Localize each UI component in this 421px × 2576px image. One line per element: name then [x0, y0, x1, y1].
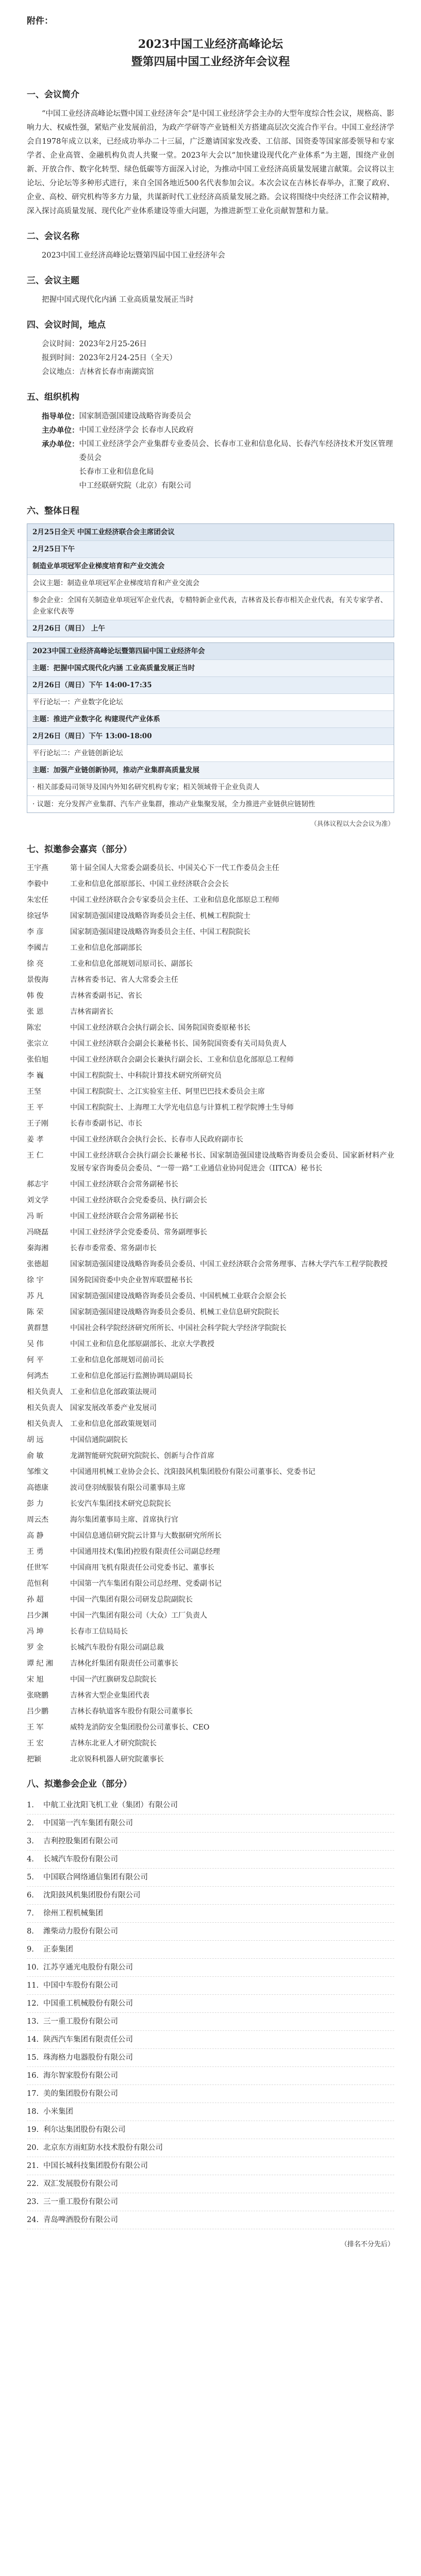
company-row — [27, 2193, 394, 2211]
guest-name: 张宗立 — [27, 1040, 48, 1048]
guest-title: 吉林省大型企业集团代表 — [70, 1691, 149, 1700]
guest-name: 彭 力 — [27, 1500, 44, 1508]
company-index: 4. — [27, 1855, 34, 1863]
company-index: 8. — [27, 1927, 34, 1936]
company-row — [27, 1995, 394, 2013]
company-row — [27, 1797, 394, 1815]
guest-name: 何鸿杰 — [27, 1372, 48, 1380]
guest-name: 王 平 — [27, 1104, 44, 1112]
guest-title: 中国商用飞机有限责任公司党委书记、董事长 — [70, 1564, 214, 1572]
guest-title: 威特龙消防安全集团股份公司董事长、CEO — [70, 1723, 210, 1732]
guest-title: 中国工业经济联合会副会长兼秘书长、国务院国资委有关司局负责人 — [70, 1040, 287, 1048]
guest-name: 宋 旭 — [27, 1675, 44, 1684]
guest-name: 朱宏任 — [27, 896, 48, 904]
guest-title: 中国工业经济联合会专家委员会主任、工业和信息化部原总工程师 — [70, 896, 279, 904]
guest-row — [27, 1466, 394, 1479]
guest-name: 冯 坤 — [27, 1628, 44, 1636]
guest-name: 李毅中 — [27, 880, 48, 888]
guest-name: 何 平 — [27, 1356, 44, 1364]
guest-name: 姜 孝 — [27, 1136, 44, 1144]
guest-row — [27, 1418, 394, 1431]
organizer-row — [27, 423, 394, 437]
company-row — [27, 1869, 394, 1887]
company-name: 中国长城科技集团股份有限公司 — [43, 2162, 148, 2170]
guest-row — [27, 1657, 394, 1670]
company-index: 23. — [27, 2198, 39, 2206]
guest-name: 任世军 — [27, 1564, 48, 1572]
company-name: 吉利控股集团有限公司 — [43, 1837, 118, 1845]
guest-title: 中国工业和信息化部原副部长、北京大学教授 — [70, 1340, 214, 1348]
guest-title: 国家制造强国建设战略咨询委员会主任、中国工程院院长 — [70, 928, 250, 936]
guest-title: 第十届全国人大常委会副委员长、中国关心下一代工作委员会主任 — [70, 864, 279, 872]
guest-name: 张伯旭 — [27, 1056, 48, 1064]
company-index: 18. — [27, 2108, 39, 2116]
guest-row — [27, 1274, 394, 1287]
company-name: 徐州工程机械集团 — [43, 1909, 103, 1918]
title-line-1: 2023中国工业经济高峰论坛 — [138, 38, 283, 51]
guest-row — [27, 1101, 394, 1114]
company-index: 24. — [27, 2216, 39, 2224]
guest-row — [27, 1226, 394, 1239]
guest-title: 中国第一汽车集团有限公司总经理、党委副书记 — [70, 1580, 222, 1588]
guest-name: 王 仁 — [27, 1151, 44, 1160]
guest-name: 徐 宇 — [27, 1276, 44, 1284]
guest-row — [27, 1178, 394, 1191]
company-index: 15. — [27, 2054, 39, 2062]
guest-title: 国家制造强国建设战略咨询委员会主任、机械工程院院士 — [70, 912, 250, 920]
organizer-role: 主办单位： — [42, 426, 79, 435]
guest-name: 黄群慧 — [27, 1324, 48, 1332]
meeting-place: 会议地点：吉林省长春市南湖宾馆 — [42, 368, 154, 376]
company-name: 海尔智家股份有限公司 — [43, 2072, 118, 2080]
guest-name: 相关负责人 — [27, 1420, 63, 1428]
section-6-heading: 六、整体日程 — [27, 506, 79, 516]
schedule-block-2 — [27, 642, 394, 813]
company-name: 中航工业沈阳飞机工业（集团）有限公司 — [43, 1801, 178, 1809]
guest-title: 工业和信息化部运行监测协调局副局长 — [70, 1372, 193, 1380]
schedule-row: 主题：加强产业链创新协同，推动产业集群高质量发展 — [27, 762, 394, 779]
schedule-row: 2月26日（周日）下午 14:00-17:35 — [27, 677, 394, 694]
company-index: 13. — [27, 2018, 39, 2026]
guest-row — [27, 1609, 394, 1622]
guest-row — [27, 926, 394, 939]
meeting-theme: 把握中国式现代化内涵 工业高质量发展正当时 — [42, 296, 194, 304]
company-index: 17. — [27, 2090, 39, 2098]
organizer-name: 中工经联研究院（北京）有限公司 — [79, 482, 191, 490]
guest-title: 吉林长春轨道客车股份有限公司董事长 — [70, 1707, 193, 1716]
company-index: 11. — [27, 1981, 39, 1990]
company-name: 中国第一汽车集团有限公司 — [43, 1819, 133, 1827]
company-list — [27, 1797, 394, 2229]
company-row — [27, 2139, 394, 2157]
company-name: 正泰集团 — [43, 1945, 73, 1954]
guest-title: 中国工业经济联合会执行会长、长春市人民政府副市长 — [70, 1136, 243, 1144]
checkin-time: 报到时间：2023年2月24-25日（全天） — [42, 354, 177, 362]
guest-name: 孙 超 — [27, 1596, 44, 1604]
guest-row — [27, 862, 394, 875]
guest-row — [27, 1498, 394, 1511]
guest-row — [27, 1402, 394, 1415]
company-row — [27, 1833, 394, 1851]
company-row — [27, 1905, 394, 1923]
meeting-name: 2023中国工业经济高峰论坛暨第四届中国工业经济年会 — [42, 251, 225, 260]
schedule-row: 平行论坛一：产业数字化论坛 — [27, 694, 394, 711]
guest-row — [27, 1210, 394, 1223]
guest-row — [27, 1721, 394, 1734]
company-name: 利尔达集团股份有限公司 — [43, 2126, 126, 2134]
schedule-row: 会议主题：制造业单项冠军企业梯度培育和产业交流会 — [27, 575, 394, 592]
guest-title: 吉林省副省长 — [70, 1008, 113, 1016]
guest-row — [27, 1338, 394, 1351]
company-name: 长城汽车股份有限公司 — [43, 1855, 118, 1863]
guest-name: 吕少鹏 — [27, 1707, 48, 1716]
guest-title: 中国工业经济联合会执行副会长兼秘书长、国家制造强国建设战略咨询委员会委员、国家新材料产业发展专家咨询委员会委员、“一带一路”工业通信业协同促进会（IITCA）秘书长 — [70, 1151, 394, 1173]
company-name: 中国中车股份有限公司 — [43, 1981, 118, 1990]
company-row — [27, 1923, 394, 1941]
guest-row — [27, 1194, 394, 1207]
guest-title: 工业和信息化部原部长、中国工业经济联合会会长 — [70, 880, 229, 888]
company-name: 青岛啤酒股份有限公司 — [43, 2216, 118, 2224]
section-4-heading: 四、会议时间，地点 — [27, 320, 106, 330]
organizer-role: 指导单位： — [42, 412, 79, 421]
guest-row — [27, 1753, 394, 1766]
company-index: 19. — [27, 2126, 39, 2134]
guest-row — [27, 1641, 394, 1654]
organizer-role: 承办单位： — [42, 440, 79, 449]
company-row — [27, 1851, 394, 1869]
guest-name: 罗 金 — [27, 1643, 44, 1652]
guest-title: 吉林化纤集团有限责任公司董事长 — [70, 1659, 178, 1668]
guest-title: 龙湖智能研究院研究院院长、创新与合作首席 — [70, 1452, 214, 1460]
guest-name: 把颖 — [27, 1755, 41, 1764]
guest-row — [27, 974, 394, 987]
company-name: 潍柴动力股份有限公司 — [43, 1927, 118, 1936]
organizer-row — [27, 479, 394, 493]
guest-name: 徐 亮 — [27, 960, 44, 968]
company-row — [27, 2121, 394, 2139]
attachment-label: 附件： — [27, 16, 53, 26]
guest-row — [27, 1006, 394, 1019]
schedule-row: · 议题：充分发挥产业集群、汽车产业集群，推动产业集聚发展，全力推进产业链供应链韧性 — [32, 800, 315, 808]
company-index: 20. — [27, 2144, 39, 2152]
guest-name: 韩 俊 — [27, 992, 44, 1000]
guest-row — [27, 1038, 394, 1050]
company-name: 三一重工股份有限公司 — [43, 2018, 118, 2026]
organizer-role — [42, 479, 79, 493]
guest-row — [27, 1022, 394, 1035]
guest-name: 王 军 — [27, 1723, 44, 1732]
guest-title: 长安汽车集团技术研究总院院长 — [70, 1500, 171, 1508]
company-row — [27, 2085, 394, 2103]
guest-title: 工业和信息化部规划司前司长 — [70, 1356, 164, 1364]
guest-row — [27, 1133, 394, 1146]
schedule-row: 2月26日（周日）下午 13:00-18:00 — [27, 728, 394, 745]
guest-title: 长春市委副书记、市长 — [70, 1120, 142, 1128]
guest-title: 工业和信息化部政策规划司 — [70, 1420, 157, 1428]
guest-name: 冯晓磊 — [27, 1228, 48, 1236]
guest-list — [27, 862, 394, 1766]
guest-title: 工业和信息化部政策法规司 — [70, 1388, 157, 1396]
guest-row — [27, 1258, 394, 1271]
company-row — [27, 2031, 394, 2049]
company-name: 沈阳鼓风机集团股份有限公司 — [43, 1891, 141, 1900]
guest-name: 苏 凡 — [27, 1292, 44, 1300]
company-row — [27, 2157, 394, 2175]
ranking-note: （排名不分先后） — [340, 2241, 394, 2248]
section-1-heading: 一、会议简介 — [27, 90, 79, 100]
guest-title: 国家发展改革委产业发展司 — [70, 1404, 157, 1412]
company-name: 双汇发展股份有限公司 — [43, 2180, 118, 2188]
organizer-role — [42, 465, 79, 479]
guest-name: 王坚 — [27, 1088, 41, 1096]
guest-name: 李 巍 — [27, 1072, 44, 1080]
guest-row — [27, 1242, 394, 1255]
guest-row — [27, 1546, 394, 1558]
guest-name: 高德康 — [27, 1484, 48, 1492]
company-index: 2. — [27, 1819, 34, 1827]
guest-name: 邹维文 — [27, 1468, 48, 1476]
company-index: 5. — [27, 1873, 34, 1882]
company-name: 中国重工机械股份有限公司 — [43, 1999, 133, 2008]
company-index: 14. — [27, 2036, 39, 2044]
section-1-paragraph: “中国工业经济高峰论坛暨中国工业经济年会”是中国工业经济学会主办的大型年度综合性会议，规格高、影响力大、权威性强，紧贴产业发展前沿，为政产学研等产业链相关方搭建高层次交流合作平台。中国工业经济学会自1978年成立以来，已经成功举办二十三届，广泛邀请国家发改委、工信部、国资委等国家部委领导和专家学者、企业高管、金融机构负责人共聚一堂。2023年大会以“加快建设现代化产业体系”为主题，围绕产业创新、开放合作、数字化转型、绿色低碳等方面深入讨论，为推动中国工业经济高质量发展建言献策。会议将以主论坛、分论坛等多种形式进行，来自全国各地近500名代表参加会议。本次会议在吉林长春举办，汇聚了政府、企业、高校、研究机构等多方力量，共谋新时代工业经济高质量发展之路。会议将围绕中央经济工作会议精神，深入探讨高质量发展、现代化产业体系建设等重大问题，为推进新型工业化贡献智慧和力量。 — [27, 110, 394, 215]
guest-name: 徐冠华 — [27, 912, 48, 920]
company-row — [27, 1977, 394, 1995]
guest-name: 胡 远 — [27, 1436, 44, 1444]
guest-title: 中国信通院副院长 — [70, 1436, 128, 1444]
guest-row — [27, 1514, 394, 1527]
guest-title: 中国工业经济学会党委委员、常务副理事长 — [70, 1228, 207, 1236]
section-7-heading: 七、拟邀参会嘉宾（部分） — [27, 844, 132, 855]
guest-title: 中国工业经济联合会执行副会长、国务院国资委原秘书长 — [70, 1024, 250, 1032]
guest-row — [27, 1562, 394, 1574]
section-5-heading: 五、组织机构 — [27, 392, 79, 402]
guest-name: 刘文学 — [27, 1196, 48, 1205]
guest-title: 中国工业经济联合会副会长兼执行副会长、工业和信息化部原总工程师 — [70, 1056, 294, 1064]
schedule-row: 主题：推进产业数字化 构建现代产业体系 — [27, 711, 394, 728]
schedule-row: 2月25日下午 — [27, 541, 394, 558]
guest-row — [27, 910, 394, 923]
guest-row — [27, 1149, 394, 1175]
guest-name: 王子刚 — [27, 1120, 48, 1128]
guest-title: 中国工程院院士、中科院计算技术研究所研究员 — [70, 1072, 222, 1080]
organizer-row — [27, 437, 394, 465]
section-3-heading: 三、会议主题 — [27, 276, 79, 286]
guest-name: 谭 纪 湘 — [27, 1659, 53, 1668]
company-index: 16. — [27, 2072, 39, 2080]
guest-title: 北京锐科机器人研究院董事长 — [70, 1755, 164, 1764]
guest-name: 郝志宇 — [27, 1180, 48, 1189]
company-name: 三一重工股份有限公司 — [43, 2198, 118, 2206]
guest-title: 长城汽车股份有限公司副总裁 — [70, 1643, 164, 1652]
company-index: 9. — [27, 1945, 34, 1954]
schedule-row: 平行论坛二：产业链创新论坛 — [27, 745, 394, 762]
company-row — [27, 2103, 394, 2121]
guest-title: 海尔集团董事局主席、首席执行官 — [70, 1516, 178, 1524]
guest-row — [27, 1322, 394, 1335]
company-name: 珠海格力电器股份有限公司 — [43, 2054, 133, 2062]
schedule-row: 2月25日全天 中国工业经济联合会主席团会议 — [27, 524, 394, 541]
guest-name: 王 宏 — [27, 1739, 44, 1748]
guest-name: 景俊海 — [27, 976, 48, 984]
organizer-row — [27, 410, 394, 423]
company-row — [27, 2067, 394, 2085]
organizer-name: 国家制造强国建设战略咨询委员会 — [79, 412, 191, 420]
guest-row — [27, 1594, 394, 1606]
guest-name: 张 恩 — [27, 1008, 44, 1016]
guest-row — [27, 1306, 394, 1319]
company-row — [27, 1941, 394, 1959]
guest-row — [27, 1578, 394, 1590]
company-row — [27, 1815, 394, 1833]
guest-row — [27, 1086, 394, 1098]
guest-title: 工业和信息化部副部长 — [70, 944, 142, 952]
company-index: 3. — [27, 1837, 34, 1845]
guest-title: 国家制造强国建设战略咨询委员会委员、中国机械工业联合会原会长 — [70, 1292, 287, 1300]
company-index: 7. — [27, 1909, 34, 1918]
company-index: 1. — [27, 1801, 34, 1809]
company-row — [27, 1959, 394, 1977]
guest-name: 李 彦 — [27, 928, 44, 936]
company-name: 小米集团 — [43, 2108, 73, 2116]
guest-row — [27, 1530, 394, 1543]
schedule-row: 2023中国工业经济高峰论坛暨第四届中国工业经济年会 — [27, 643, 394, 660]
guest-title: 吉林省委书记、省人大常委会主任 — [70, 976, 178, 984]
section-8-heading: 八、拟邀参会企业（部分） — [27, 1779, 132, 1789]
guest-title: 中国通用机械工业协会会长、沈阳鼓风机集团股份有限公司董事长、党委书记 — [70, 1468, 315, 1476]
company-row — [27, 2013, 394, 2031]
company-index: 6. — [27, 1891, 34, 1900]
guest-title: 中国一汽集团有限公司（大众）工厂负责人 — [70, 1612, 207, 1620]
guest-name: 范恒利 — [27, 1580, 48, 1588]
guest-name: 李國吉 — [27, 944, 48, 952]
guest-name: 王宇燕 — [27, 864, 48, 872]
guest-title: 长春市委常委、常务副市长 — [70, 1244, 157, 1252]
guest-name: 相关负责人 — [27, 1404, 63, 1412]
guest-title: 长春市工信局局长 — [70, 1628, 128, 1636]
schedule-row: 制造业单项冠军企业梯度培育和产业交流会 — [27, 558, 394, 575]
guest-title: 中国工业经济联合会党委委员、执行副会长 — [70, 1196, 207, 1205]
guest-title: 中国工业经济联合会常务副秘书长 — [70, 1180, 178, 1189]
organizer-name: 中国工业经济学会产业集群专业委员会、长春市工业和信息化局、长春汽车经济技术开发区管理委员会 — [79, 440, 393, 462]
guest-name: 冯 昕 — [27, 1212, 44, 1221]
title-line-2: 暨第四届中国工业经济年会议程 — [131, 55, 290, 69]
guest-name: 吕少渊 — [27, 1612, 48, 1620]
company-name: 中国联合网络通信集团有限公司 — [43, 1873, 148, 1882]
guest-title: 中国信息通信研究院云计算与大数据研究所所长 — [70, 1532, 222, 1540]
organizer-name: 中国工业经济学会 长春市人民政府 — [79, 426, 194, 434]
guest-title: 国家制造强国建设战略咨询委员会委员、机械工业信息研究院院长 — [70, 1308, 279, 1316]
guest-title: 吉林东北亚人才研究院院长 — [70, 1739, 157, 1748]
guest-row — [27, 990, 394, 1003]
schedule-row: 参会企业：全国有关制造业单项冠军企业代表，专精特新企业代表，吉林省及长春市相关企业代表，有关专家学者、企业家代表等 — [27, 592, 394, 620]
schedule-row: 主题：把握中国式现代化内涵 工业高质量发展正当时 — [27, 660, 394, 677]
guest-title: 中国工程院院士、之江实验室主任、阿里巴巴技术委员会主席 — [70, 1088, 265, 1096]
guest-row — [27, 1689, 394, 1702]
guest-row — [27, 1386, 394, 1399]
guest-row — [27, 1434, 394, 1447]
guest-name: 秦海湘 — [27, 1244, 48, 1252]
guest-name: 王 勇 — [27, 1548, 44, 1556]
guest-row — [27, 1070, 394, 1082]
schedule-row: · 相关部委局司领导及国内外知名研究机构专家；相关领域骨干企业负责人 — [27, 779, 394, 796]
guest-row — [27, 1117, 394, 1130]
section-2-heading: 二、会议名称 — [27, 231, 79, 242]
guest-row — [27, 894, 394, 907]
schedule-row: 2月26日（周日） 上午 — [27, 620, 394, 637]
schedule-block-1 — [27, 523, 394, 637]
schedule-note: （具体议程以大会会议为准） — [310, 820, 394, 827]
company-row — [27, 2175, 394, 2193]
company-row — [27, 2049, 394, 2067]
guest-title: 国务院国资委中央企业智库联盟秘书长 — [70, 1276, 193, 1284]
guest-name: 陈 荣 — [27, 1308, 44, 1316]
company-name: 陕西汽车集团有限责任公司 — [43, 2036, 133, 2044]
guest-title: 吉林省委副书记、省长 — [70, 992, 142, 1000]
guest-row — [27, 1354, 394, 1367]
guest-row — [27, 1054, 394, 1066]
guest-row — [27, 1737, 394, 1750]
company-index: 12. — [27, 1999, 39, 2008]
guest-name: 周云杰 — [27, 1516, 48, 1524]
guest-name: 陈宏 — [27, 1024, 41, 1032]
company-name: 美的集团股份有限公司 — [43, 2090, 118, 2098]
company-name: 北京东方雨虹防水技术股份有限公司 — [43, 2144, 163, 2152]
guest-name: 高 静 — [27, 1532, 44, 1540]
guest-title: 中国社会科学院经济研究所所长、中国社会科学院大学经济学院院长 — [70, 1324, 287, 1332]
meeting-time: 会议时间：2023年2月25-26日 — [42, 340, 147, 348]
guest-name: 吴 伟 — [27, 1340, 44, 1348]
guest-name: 俞 敏 — [27, 1452, 44, 1460]
guest-title: 波司登羽绒服装有限公司董事局主席 — [70, 1484, 186, 1492]
guest-title: 中国工业经济联合会常务副秘书长 — [70, 1212, 178, 1221]
company-row — [27, 2211, 394, 2229]
guest-title: 中国工程院院士、上海理工大学光电信息与计算机工程学院博士生导师 — [70, 1104, 294, 1112]
guest-row — [27, 1673, 394, 1686]
guest-title: 中国通用技术(集团)控股有限责任公司副总经理 — [70, 1548, 220, 1556]
guest-name: 相关负责人 — [27, 1388, 63, 1396]
company-index: 10. — [27, 1963, 39, 1972]
guest-row — [27, 942, 394, 955]
guest-row — [27, 1450, 394, 1463]
guest-name: 张晓鹏 — [27, 1691, 48, 1700]
company-row — [27, 1887, 394, 1905]
guest-row — [27, 1705, 394, 1718]
guest-title: 中国一汽红旗研发总院院长 — [70, 1675, 157, 1684]
guest-title: 中国一汽集团有限公司研发总院副院长 — [70, 1596, 193, 1604]
guest-row — [27, 878, 394, 891]
organizer-list — [27, 410, 394, 493]
guest-title: 工业和信息化部规划司原司长、副部长 — [70, 960, 193, 968]
guest-row — [27, 1482, 394, 1495]
company-name: 江苏亨通光电股份有限公司 — [43, 1963, 133, 1972]
guest-row — [27, 1625, 394, 1638]
guest-row — [27, 958, 394, 971]
company-index: 21. — [27, 2162, 39, 2170]
guest-row — [27, 1290, 394, 1303]
guest-title: 国家制造强国建设战略咨询委员会委员、中国工业经济联合会常务理事、吉林大学汽车工程学院教授 — [70, 1260, 388, 1268]
organizer-row — [27, 465, 394, 479]
organizer-name: 长春市工业和信息化局 — [79, 468, 154, 476]
guest-row — [27, 1370, 394, 1383]
company-index: 22. — [27, 2180, 39, 2188]
guest-name: 张德超 — [27, 1260, 48, 1268]
